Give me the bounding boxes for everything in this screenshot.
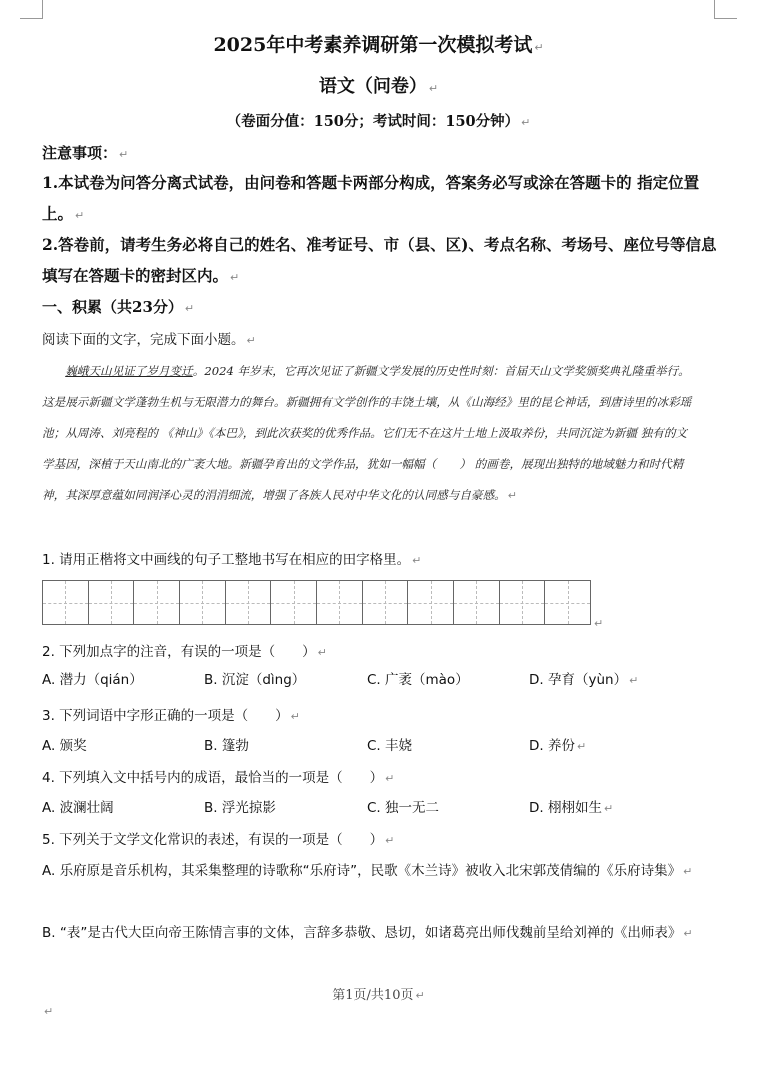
- q3-option-c: C. 丰娆: [367, 738, 413, 754]
- page-footer: 第1页/共10页 ↵: [332, 988, 425, 1003]
- q3-option-a: A. 颁奖: [42, 738, 87, 754]
- q5-option-b: B. “表”是古代大臣向帝王陈情言事的文体，言辞多恭敬、恳切，如诸葛亮出师伐魏前呈给刘禅的《出师表》 ↵: [42, 925, 693, 941]
- tianzige-cell: [226, 581, 272, 624]
- q4-option-a: A. 波澜壮阔: [42, 800, 114, 816]
- question-2: 2. 下列加点字的注音，有误的一项是（ ） ↵: [42, 644, 327, 660]
- crop-mark-top-left: [20, 0, 43, 19]
- tianzige-cell: [363, 581, 409, 624]
- tianzige-cell: [408, 581, 454, 624]
- q4-option-b: B. 浮光掠影: [204, 800, 276, 816]
- note-item-1: 1.本试卷为问答分离式试卷，由问卷和答题卡两部分构成，答案务必写或涂在答题卡的 指定位置上。 ↵: [42, 173, 700, 223]
- tianzige-cell: [454, 581, 500, 624]
- underlined-sentence: 巍峨天山见证了岁月变迁: [65, 364, 193, 378]
- section-instruction: 阅读下面的文字，完成下面小题。 ↵: [42, 332, 256, 348]
- grid-paragraph-mark: ↵: [594, 617, 604, 630]
- q3-option-b: B. 篷勃: [204, 738, 249, 754]
- q5-option-a: A. 乐府原是音乐机构，其采集整理的诗歌称“乐府诗”，民歌《木兰诗》被收入北宋郭茂倩编的《乐府诗集》 ↵: [42, 863, 693, 879]
- q4-option-d: D. 栩栩如生 ↵: [529, 800, 614, 816]
- tianzige-cell: [271, 581, 317, 624]
- q2-option-c: C. 广袤（mào）: [367, 672, 469, 688]
- q3-option-d: D. 养份 ↵: [529, 738, 587, 754]
- question-3-options: [42, 734, 702, 754]
- tianzige-cell: [180, 581, 226, 624]
- q2-option-b: B. 沉淀（dìng）: [204, 672, 306, 688]
- question-2-options: [42, 668, 702, 688]
- crop-mark-top-right: [714, 0, 737, 19]
- tianzige-cell: [89, 581, 135, 624]
- note-item-2: 2.答卷前，请考生务必将自己的姓名、准考证号、市（县、区)、考点名称、考场号、座位号等信息填写在答题卡的密封区内。 ↵: [42, 235, 717, 285]
- exam-meta: （卷面分值：150分；考试时间：150分钟） ↵: [226, 113, 531, 130]
- reading-passage: 巍峨天山见证了岁月变迁。2024 年岁末，它再次见证了新疆文学发展的历史性时刻：首届天山文学奖颁奖典礼隆重举行。这是展示新疆文学蓬勃生机与无限潜力的舞台。新疆拥有文学创作的丰饶土壤，从《山海经》里的昆仑神话，到唐诗里的冰彩瑶池；从周涛、刘亮程的 《神山》《本巴》，到此次获奖的优秀作品。它们无不在这片土地上汲取养份，共同沉淀为新疆 独有的文学基因，深植于天山南北的广袤大地。新疆孕育出的文学作品，犹如一幅幅（ ） 的画卷，展现出独特的地域魅力和时代精神，其深厚意蕴如同润泽心灵的涓涓细流，增强了各族人民对中华文化的认同感与自豪感。 ↵: [42, 364, 692, 502]
- notes-heading: 注意事项： ↵: [42, 144, 129, 162]
- tianzige-cell: [500, 581, 546, 624]
- tianzige-grid: [42, 580, 591, 625]
- question-5: 5. 下列关于文学文化常识的表述，有误的一项是（ ） ↵: [42, 832, 395, 848]
- question-4: 4. 下列填入文中括号内的成语，最恰当的一项是（ ） ↵: [42, 770, 395, 786]
- question-3: 3. 下列词语中字形正确的一项是（ ） ↵: [42, 708, 300, 724]
- q2-option-a: A. 潜力（qián）: [42, 672, 143, 688]
- end-paragraph-mark: ↵: [44, 1005, 54, 1018]
- exam-subtitle: 语文（问卷） ↵: [318, 76, 439, 97]
- q2-option-d: D. 孕育（yùn） ↵: [529, 672, 639, 688]
- tianzige-cell: [317, 581, 363, 624]
- section-heading: 一、积累（共23分） ↵: [42, 298, 195, 316]
- tianzige-cell: [545, 581, 590, 624]
- question-1: 1. 请用正楷将文中画线的句子工整地书写在相应的田字格里。 ↵: [42, 552, 422, 568]
- exam-title: 2025年中考素养调研第一次模拟考试 ↵: [213, 34, 544, 56]
- question-4-options: [42, 796, 702, 816]
- tianzige-cell: [43, 581, 89, 624]
- tianzige-cell: [134, 581, 180, 624]
- q4-option-c: C. 独一无二: [367, 800, 440, 816]
